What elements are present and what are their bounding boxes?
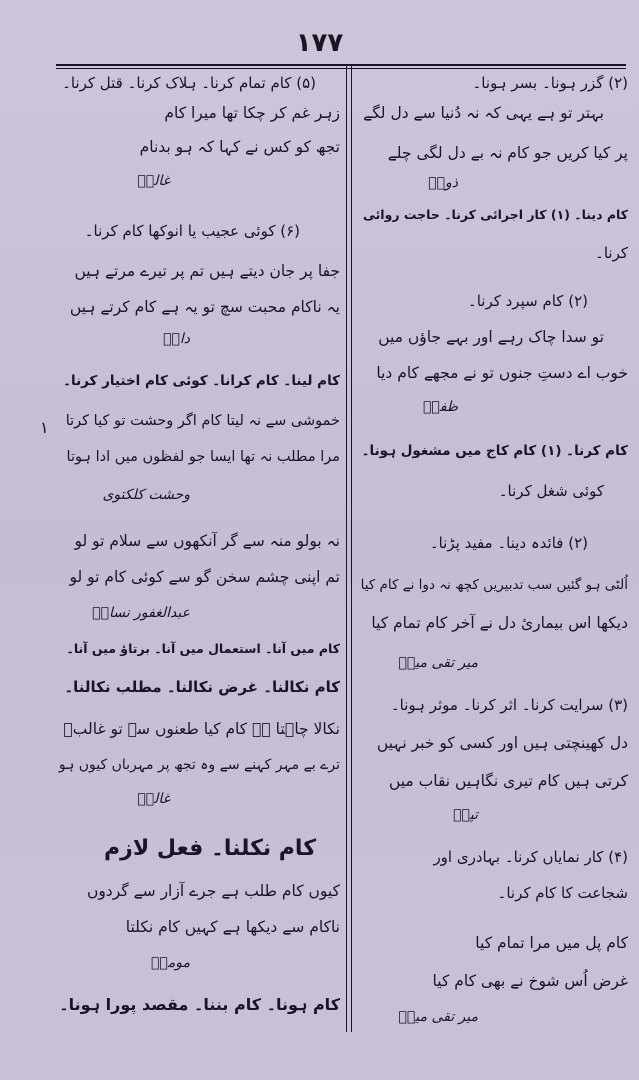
poet-name: داغؔ: [163, 331, 190, 347]
margin-mark: ۱: [40, 418, 49, 437]
entry-line: (۴) کار نمایاں کرنا۔ بہادری اور: [433, 848, 628, 866]
verse-line: اُلٹی ہو گئیں سب تدبیریں کچھ نہ دوا نے کام کیا: [360, 577, 628, 593]
verse-line: کرتی ہیں کام تیری نگاہیں نقاب میں: [388, 772, 628, 790]
verse-line: جفا پر جان دیتے ہیں تم پر تیرے مرتے ہیں: [74, 262, 340, 280]
verse-line: نہ بولو منہ سے گر آنکھوں سے سلام تو لو: [74, 532, 340, 550]
entry-line: (۵) کام تمام کرنا۔ ہلاک کرنا۔ قتل کرنا۔: [62, 74, 316, 92]
headword-line: کام کرنا۔ (۱) کام کاج میں مشغول ہونا۔: [361, 443, 628, 459]
entry-line: (۶) کوئی عجیب یا انوکھا کام کرنا۔: [84, 222, 300, 240]
poet-name: وحشت کلکتوی: [102, 487, 190, 503]
headword-line: کام میں آنا۔ استعمال میں آنا۔ برتاؤ میں آنا۔: [66, 641, 340, 656]
headword-line: کام دینا۔ (۱) کار اجرائی کرنا۔ حاجت روائی: [362, 207, 628, 222]
verse-line: دیکھا اس بیماریٔ دل نے آخر کام تمام کیا: [371, 614, 628, 632]
verse-line: زہر غم کر چکا تھا میرا کام: [164, 104, 340, 122]
header-rule: [56, 64, 626, 66]
verse-line: کیوں کام طلب ہے جرے آزار سے گردوں: [86, 882, 340, 900]
verse-line: ترے بے مہر کہنے سے وہ تجھ پر مہرباں کیوں ہو: [58, 757, 340, 773]
poet-name: میر تقی میرؔ: [398, 1009, 478, 1025]
entry-line: (۲) کام سپرد کرنا۔: [467, 292, 588, 310]
verse-line: ناکام سے دیکھا ہے کہیں کام نکلتا: [125, 918, 340, 936]
verse-line: تو سدا چاک رہے اور بہے جاؤں میں: [378, 328, 604, 346]
poet-name: عبدالغفور نساخؔ: [92, 605, 190, 621]
poet-name: غالبؔ: [137, 173, 170, 189]
headword-line: کام لینا۔ کام کرانا۔ کوئی کام اختیار کرنا۔: [63, 373, 340, 389]
verse-line: بہتر تو ہے یہی کہ نہ دُنیا سے دل لگے: [363, 104, 604, 122]
verse-line: خوب اے دستِ جنوں تو نے مجھے کام دیا: [376, 364, 628, 382]
headword-line: کام نکالنا۔ غرض نکالنا۔ مطلب نکالنا۔: [64, 678, 340, 696]
entry-line: شجاعت کا کام کرنا۔: [497, 884, 628, 902]
entry-line: کرنا۔: [595, 244, 628, 262]
entry-line: (۲) فائدہ دینا۔ مفید پڑنا۔: [429, 534, 588, 552]
headword-line: کام نکلنا۔ فعل لازم: [104, 836, 316, 861]
verse-line: کام پل میں مرا تمام کیا: [475, 934, 628, 952]
entry-line: کوئی شغل کرنا۔: [498, 482, 604, 500]
verse-line: تجھ کو کس نے کہا کہ ہو بدنام: [139, 138, 340, 156]
poet-name: تپشؔ: [453, 807, 478, 823]
poet-name: میر تقی میرؔ: [398, 655, 478, 671]
verse-line: یہ ناکام محبت سچ تو یہ ہے کام کرتے ہیں: [69, 298, 340, 316]
column-divider: [346, 66, 352, 1032]
headword-line: کام ہونا۔ کام بننا۔ مقصد پورا ہونا۔: [59, 995, 340, 1014]
entry-line: (۳) سرایت کرنا۔ اثر کرنا۔ موثر ہونا۔: [390, 696, 628, 714]
verse-line: خموشی سے نہ لیتا کام اگر وحشت تو کیا کرتا: [65, 413, 340, 429]
verse-line: نکالا چاہتا ہے کام کیا طعنوں سے تو غالبؔ: [63, 720, 340, 738]
verse-line: دل کھینچتی ہیں اور کسی کو خبر نہیں: [376, 734, 628, 752]
entry-line: (۲) گزر ہونا۔ بسر ہونا۔: [472, 74, 628, 92]
poet-name: ظفرؔ: [422, 399, 458, 415]
header-rule-thin: [56, 68, 626, 69]
verse-line: مرا مطلب نہ تھا ایسا جو لفظوں میں ادا ہوتا: [66, 449, 340, 465]
verse-line: غرض اُس شوخ نے بھی کام کیا: [432, 972, 628, 990]
poet-name: ذوقؔ: [428, 175, 458, 191]
verse-line: تم اپنی چشم سخن گو سے کوئی کام تو لو: [69, 568, 340, 586]
poet-name: غالبؔ: [137, 791, 170, 807]
page-number: ۱۷۷: [295, 28, 344, 58]
verse-line: پر کیا کریں جو کام نہ بے دل لگی چلے: [387, 144, 628, 162]
poet-name: مومنؔ: [150, 955, 190, 971]
